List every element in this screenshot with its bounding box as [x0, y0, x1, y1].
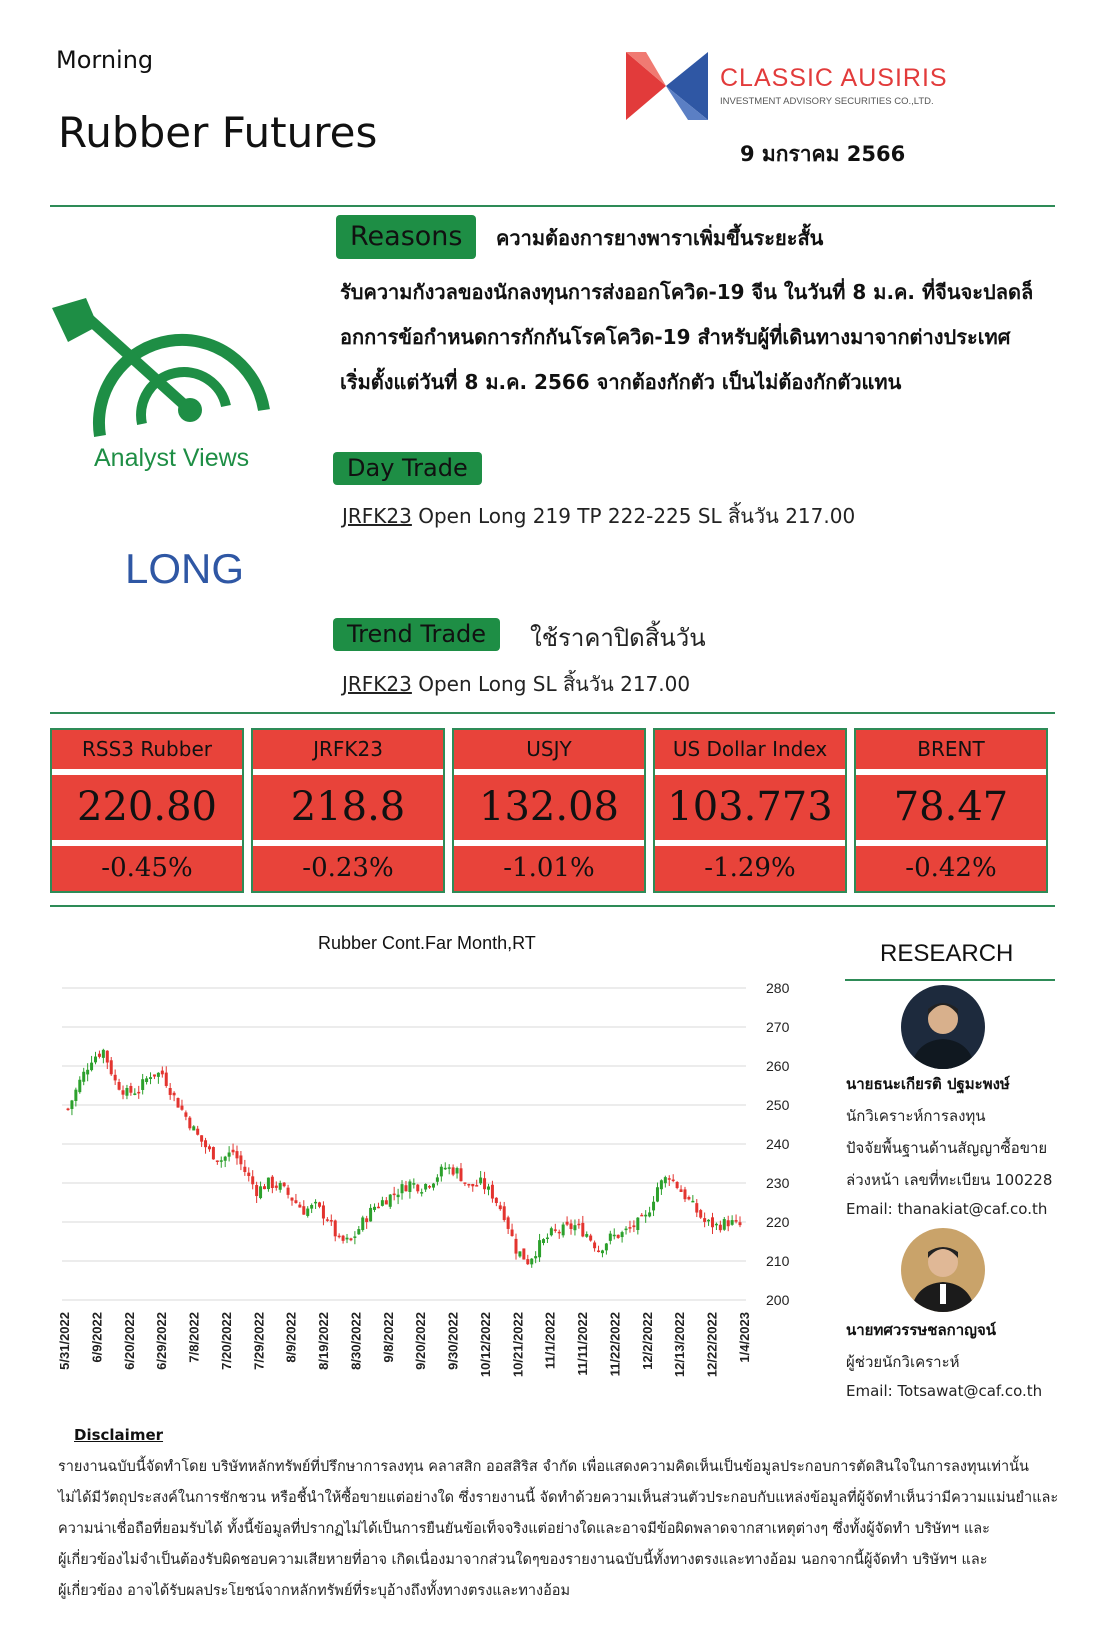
- day-trade-line: [342, 500, 855, 532]
- candle-body: [597, 1251, 600, 1253]
- candle-body: [507, 1217, 510, 1229]
- candle-body: [664, 1177, 667, 1183]
- candle-body: [114, 1075, 117, 1081]
- ticker-value: 220.80: [52, 775, 242, 840]
- candle-body: [660, 1180, 663, 1189]
- y-tick-label: 210: [766, 1253, 790, 1269]
- reasons-line: รับความกังวลของนักลงทุนการส่งออกโควิด-19 จีน ในวันที่ 8 ม.ค. ที่จีนจะปลดล็: [340, 280, 1034, 304]
- candle-body: [573, 1225, 576, 1230]
- analyst-2-avatar: [901, 1228, 985, 1312]
- candle-body: [448, 1167, 451, 1169]
- candle-body: [424, 1184, 427, 1190]
- candle-body: [687, 1197, 690, 1199]
- x-tick-label: 9/20/2022: [413, 1312, 429, 1370]
- y-tick-label: 280: [766, 980, 790, 996]
- x-tick-label: 5/31/2022: [57, 1312, 72, 1370]
- reasons-headline: ความต้องการยางพาราเพิ่มขึ้นระยะสั้น: [496, 226, 824, 250]
- candle-body: [581, 1223, 584, 1237]
- candle-body: [668, 1178, 671, 1180]
- analyst-1-avatar: [901, 985, 985, 1069]
- candle-body: [314, 1202, 317, 1204]
- candle-body: [554, 1229, 557, 1231]
- candle-body: [546, 1238, 549, 1240]
- stance-label: LONG: [125, 545, 245, 592]
- candle-body: [589, 1236, 592, 1241]
- divider: [845, 979, 1055, 981]
- candle-body: [393, 1194, 396, 1196]
- candle-body: [385, 1200, 388, 1204]
- day-trade-badge: Day Trade: [333, 452, 482, 485]
- candle-body: [86, 1070, 89, 1075]
- candle-body: [279, 1183, 282, 1190]
- x-tick-label: 12/22/2022: [704, 1312, 720, 1378]
- candle-body: [640, 1215, 643, 1217]
- ticker-value: 132.08: [454, 775, 644, 840]
- candle-body: [511, 1230, 514, 1236]
- candle-body: [200, 1135, 203, 1141]
- candle-body: [656, 1187, 659, 1201]
- analyst-1-name: นายธนะเกียรติ ปฐมะพงษ์: [846, 1075, 1010, 1093]
- candle-body: [585, 1234, 588, 1237]
- candle-body: [133, 1093, 136, 1095]
- candle-body: [452, 1167, 455, 1174]
- ticker-card: [50, 728, 244, 893]
- x-tick-label: 11/22/2022: [607, 1312, 623, 1377]
- candle-body: [676, 1182, 679, 1188]
- analyst-2-detail: ผู้ช่วยนักวิเคราะห์: [846, 1353, 960, 1371]
- disclaimer-line: รายงานฉบับนี้จัดทำโดย บริษัทหลักทรัพย์ที่ปรึกษาการลงทุน คลาสสิก ออสสิริส จำกัด เพื่อแสดงความคิดเห็นเป็นข้อมูลประกอบการตัดสินใจในการลงทุนเท่านั้น: [58, 1459, 1029, 1475]
- trend-trade-badge: Trend Trade: [333, 618, 500, 651]
- candle-body: [538, 1240, 541, 1257]
- candle-body: [723, 1219, 726, 1230]
- day-trade-text: Open Long 219 TP 222-225 SL สิ้นวัน 217.00: [418, 504, 856, 528]
- company-name: CLASSIC AUSIRIS: [720, 64, 948, 92]
- candle-body: [220, 1160, 223, 1162]
- candle-body: [196, 1129, 199, 1135]
- x-tick-label: 1/4/2023: [737, 1312, 752, 1363]
- candle-body: [82, 1072, 85, 1082]
- candle-body: [322, 1205, 325, 1218]
- x-tick-label: 7/29/2022: [251, 1312, 267, 1370]
- candle-body: [318, 1202, 321, 1206]
- candle-body: [149, 1077, 152, 1079]
- candle-body: [90, 1063, 93, 1070]
- candle-body: [609, 1234, 612, 1241]
- candle-body: [259, 1186, 262, 1198]
- candle-body: [444, 1168, 447, 1170]
- candle-body: [621, 1232, 624, 1237]
- candle-body: [192, 1126, 195, 1130]
- candle-body: [291, 1198, 294, 1201]
- x-tick-label: 6/20/2022: [121, 1312, 137, 1370]
- candle-body: [601, 1250, 604, 1253]
- x-tick-label: 9/8/2022: [380, 1312, 396, 1363]
- x-tick-label: 10/12/2022: [477, 1312, 493, 1378]
- candle-body: [342, 1236, 345, 1241]
- page-title: Rubber Futures: [58, 108, 378, 157]
- analyst-1-email: Email: thanakiat@caf.co.th: [846, 1200, 1048, 1218]
- candle-body: [180, 1106, 183, 1110]
- reasons-badge: Reasons: [336, 215, 476, 259]
- candle-body: [338, 1236, 341, 1238]
- candle-body: [397, 1195, 400, 1197]
- candle-body: [420, 1192, 423, 1194]
- candle-body: [558, 1232, 561, 1234]
- ticker-card: [854, 728, 1048, 893]
- trend-trade-text: Open Long SL สิ้นวัน 217.00: [418, 672, 691, 696]
- candle-body: [577, 1224, 580, 1226]
- candle-body: [228, 1153, 231, 1157]
- candle-body: [739, 1222, 742, 1225]
- x-tick-label: 9/30/2022: [445, 1312, 461, 1370]
- candle-body: [499, 1205, 502, 1209]
- candle-body: [271, 1177, 274, 1188]
- reasons-line: เริ่มตั้งแต่วันที่ 8 ม.ค. 2566 จากต้องกักตัว เป็นไม่ต้องกักตัวแทน: [340, 370, 902, 394]
- candle-body: [74, 1090, 77, 1101]
- candle-body: [408, 1181, 411, 1192]
- ticker-value: 78.47: [856, 775, 1046, 840]
- candle-body: [381, 1200, 384, 1206]
- candle-body: [404, 1185, 407, 1191]
- y-tick-label: 230: [766, 1175, 790, 1191]
- candle-body: [110, 1060, 113, 1074]
- candle-body: [456, 1168, 459, 1173]
- ticker-card: [653, 728, 847, 893]
- candle-body: [680, 1189, 683, 1192]
- ticker-value: 218.8: [253, 775, 443, 840]
- candle-body: [428, 1186, 431, 1188]
- candle-body: [334, 1220, 337, 1236]
- disclaimer-body: [58, 1452, 1068, 1607]
- candle-body: [369, 1208, 372, 1221]
- y-tick-label: 250: [766, 1097, 790, 1113]
- x-tick-label: 11/1/2022: [542, 1312, 558, 1370]
- candle-body: [719, 1225, 722, 1230]
- ticker-value: 103.773: [655, 775, 845, 840]
- candle-body: [735, 1220, 738, 1222]
- x-tick-label: 6/9/2022: [89, 1312, 105, 1363]
- candle-body: [173, 1093, 176, 1096]
- x-tick-label: 6/29/2022: [154, 1312, 170, 1370]
- ticker-cards: [50, 728, 1055, 893]
- divider: [50, 712, 1055, 714]
- x-tick-label: 12/2/2022: [639, 1312, 655, 1370]
- candle-body: [459, 1168, 462, 1181]
- candle-body: [212, 1147, 215, 1159]
- ticker-name: JRFK23: [253, 730, 443, 769]
- candle-body: [526, 1259, 529, 1264]
- analyst-1-detail: ล่วงหน้า เลขที่ทะเบียน 100228: [846, 1171, 1053, 1189]
- candle-body: [267, 1178, 270, 1189]
- candle-body: [550, 1228, 553, 1235]
- trend-trade-symbol: JRFK23: [342, 672, 412, 696]
- candle-body: [566, 1222, 569, 1225]
- candle-body: [436, 1177, 439, 1181]
- candle-body: [263, 1186, 266, 1189]
- candle-body: [235, 1151, 238, 1158]
- report-date: 9 มกราคม 2566: [740, 142, 906, 166]
- candle-body: [137, 1092, 140, 1094]
- candle-body: [98, 1054, 101, 1057]
- ticker-change: -1.01%: [454, 846, 644, 891]
- candle-body: [275, 1186, 278, 1188]
- candle-body: [432, 1184, 435, 1188]
- candle-body: [401, 1184, 404, 1193]
- candle-body: [204, 1140, 207, 1147]
- candle-body: [412, 1183, 415, 1185]
- candle-body: [302, 1206, 305, 1214]
- trend-trade-line: [342, 668, 690, 700]
- candle-body: [298, 1205, 301, 1208]
- candle-body: [503, 1206, 506, 1220]
- candle-body: [518, 1251, 521, 1256]
- candle-body: [255, 1185, 258, 1196]
- research-heading: RESEARCH: [880, 940, 1014, 967]
- ticker-change: -1.29%: [655, 846, 845, 891]
- candle-body: [346, 1238, 349, 1240]
- candle-body: [94, 1057, 97, 1063]
- candle-body: [287, 1188, 290, 1195]
- edition-label: Morning: [56, 46, 154, 74]
- candle-body: [145, 1078, 148, 1082]
- candle-body: [161, 1071, 164, 1075]
- disclaimer-line: ความน่าเชื่อถือที่ยอมรับได้ ทั้งนี้ข้อมูลที่ปรากฏไม่ได้เป็นการยืนยันข้อเท็จจริงแต่อย่างใดและอาจมีข้อผิดพลาดจากสาเหตุต่างๆ ซึ่งทั้งผู้จัดทำ บริษัทฯ และ: [58, 1521, 990, 1537]
- candle-body: [534, 1256, 537, 1258]
- candle-body: [177, 1098, 180, 1108]
- candle-body: [491, 1185, 494, 1199]
- y-tick-label: 260: [766, 1058, 790, 1074]
- candle-body: [522, 1248, 525, 1259]
- candle-body: [648, 1212, 651, 1216]
- y-tick-label: 240: [766, 1136, 790, 1152]
- ticker-name: USJY: [454, 730, 644, 769]
- candle-body: [707, 1220, 710, 1222]
- candle-body: [141, 1079, 144, 1090]
- x-tick-label: 7/20/2022: [218, 1312, 234, 1370]
- candle-body: [475, 1185, 478, 1187]
- candle-body: [644, 1215, 647, 1217]
- candle-body: [349, 1238, 352, 1240]
- analyst-2-name: นายทศวรรษชลกาญจน์: [846, 1321, 996, 1339]
- candle-body: [353, 1236, 356, 1238]
- candle-body: [294, 1200, 297, 1203]
- candle-body: [326, 1219, 329, 1221]
- candle-body: [243, 1167, 246, 1172]
- candle-body: [487, 1187, 490, 1190]
- candle-body: [224, 1157, 227, 1161]
- candle-body: [542, 1239, 545, 1243]
- ticker-card: [251, 728, 445, 893]
- reasons-line: อกการข้อกำหนดการกักกันโรคโควิด-19 สำหรับผู้ที่เดินทางมาจากต่างประเทศ: [340, 325, 1011, 349]
- candle-body: [416, 1185, 419, 1192]
- candle-body: [691, 1201, 694, 1203]
- candle-body: [306, 1209, 309, 1216]
- candle-body: [377, 1207, 380, 1209]
- analyst-2-email: Email: Totsawat@caf.co.th: [846, 1382, 1043, 1400]
- candle-body: [389, 1195, 392, 1207]
- candle-body: [310, 1205, 313, 1209]
- x-tick-label: 11/11/2022: [575, 1312, 591, 1376]
- x-tick-label: 8/9/2022: [283, 1312, 299, 1363]
- ticker-name: RSS3 Rubber: [52, 730, 242, 769]
- candle-body: [365, 1218, 368, 1222]
- candle-body: [483, 1178, 486, 1189]
- candle-body: [727, 1220, 730, 1226]
- candle-body: [605, 1244, 608, 1251]
- candle-body: [463, 1182, 466, 1184]
- disclaimer-line: ผู้เกี่ยวข้อง อาจได้รับผลประโยชน์จากหลักทรัพย์ที่ระบุอ้างถึงทั้งทางตรงและทางอ้อม: [58, 1583, 571, 1599]
- candle-body: [695, 1203, 698, 1212]
- candle-body: [617, 1235, 620, 1238]
- candle-body: [216, 1160, 219, 1162]
- trend-trade-note: ใช้ราคาปิดสิ้นวัน: [530, 624, 706, 652]
- candle-body: [683, 1189, 686, 1199]
- ticker-change: -0.42%: [856, 846, 1046, 891]
- candle-body: [703, 1218, 706, 1222]
- analyst-1-detail: ปัจจัยพื้นฐานด้านสัญญาซื้อขาย: [846, 1139, 1048, 1157]
- candle-body: [530, 1259, 533, 1265]
- candle-body: [652, 1202, 655, 1211]
- candle-body: [711, 1217, 714, 1227]
- candle-body: [208, 1146, 211, 1149]
- ticker-card: [452, 728, 646, 893]
- candle-body: [129, 1086, 132, 1093]
- chart-title: Rubber Cont.Far Month,RT: [318, 933, 536, 953]
- candle-body: [495, 1198, 498, 1203]
- ticker-change: -0.23%: [253, 846, 443, 891]
- candle-body: [184, 1112, 187, 1116]
- candle-body: [471, 1184, 474, 1186]
- divider: [50, 205, 1055, 207]
- candle-body: [440, 1167, 443, 1177]
- candle-body: [373, 1207, 376, 1210]
- y-tick-label: 200: [766, 1292, 790, 1308]
- disclaimer-line: ไม่ได้มีวัตถุประสงค์ในการชักชวน หรือชี้นำให้ซื้อขายแต่อย่างใด ซึ่งรายงานนี้ จัดทำด้วยความเห็นส่วนตัวประกอบกับแหล่งข้อมูลที่ผู้จัดทำเห็นว่ามีความแม่นยำและ: [58, 1490, 1059, 1506]
- candle-body: [479, 1178, 482, 1184]
- candle-body: [632, 1225, 635, 1227]
- y-tick-label: 220: [766, 1214, 790, 1230]
- y-tick-label: 270: [766, 1019, 790, 1035]
- candle-body: [515, 1239, 518, 1254]
- candle-body: [239, 1155, 242, 1164]
- candle-body: [625, 1229, 628, 1231]
- candle-body: [165, 1073, 168, 1086]
- x-tick-label: 10/21/2022: [510, 1312, 526, 1378]
- candle-body: [361, 1217, 364, 1230]
- candle-body: [613, 1235, 616, 1237]
- candle-body: [232, 1150, 235, 1153]
- candle-body: [157, 1073, 160, 1077]
- disclaimer-title: Disclaimer: [74, 1426, 164, 1444]
- candle-body: [467, 1184, 470, 1186]
- rubber-price-chart: [56, 960, 836, 1410]
- x-tick-label: 8/19/2022: [316, 1312, 332, 1370]
- candle-body: [731, 1220, 734, 1225]
- analyst-views-label: Analyst Views: [94, 444, 250, 472]
- reasons-body: [340, 270, 1100, 405]
- candle-body: [122, 1090, 125, 1094]
- candle-body: [593, 1242, 596, 1248]
- candle-body: [67, 1109, 70, 1111]
- divider: [50, 905, 1055, 907]
- candle-body: [118, 1082, 121, 1090]
- candle-body: [562, 1225, 565, 1236]
- candle-body: [169, 1088, 172, 1095]
- candle-body: [672, 1180, 675, 1182]
- candle-body: [78, 1080, 81, 1092]
- candle-body: [102, 1050, 105, 1058]
- candle-body: [357, 1229, 360, 1234]
- candle-body: [636, 1218, 639, 1230]
- x-tick-label: 7/8/2022: [186, 1312, 202, 1363]
- candle-body: [251, 1176, 254, 1184]
- candle-body: [628, 1227, 631, 1229]
- ticker-name: BRENT: [856, 730, 1046, 769]
- day-trade-symbol: JRFK23: [342, 504, 412, 528]
- candle-body: [570, 1223, 573, 1229]
- candle-body: [699, 1210, 702, 1218]
- company-subtitle: INVESTMENT ADVISORY SECURITIES CO.,LTD.: [720, 96, 934, 107]
- x-tick-label: 12/13/2022: [672, 1312, 688, 1378]
- x-tick-label: 8/30/2022: [348, 1312, 364, 1370]
- candle-body: [106, 1051, 109, 1063]
- ticker-change: -0.45%: [52, 846, 242, 891]
- ticker-name: US Dollar Index: [655, 730, 845, 769]
- candle-body: [70, 1100, 73, 1109]
- candle-body: [715, 1224, 718, 1226]
- disclaimer-line: ผู้เกี่ยวข้องไม่จำเป็นต้องรับผิดชอบความเสียหายที่อาจ เกิดเนื่องมาจากส่วนใดๆของรายงานฉบับนี้ทั้งทางตรงและทางอ้อม นอกจากนี้ผู้จัดทำ บริษัทฯ และ: [58, 1552, 988, 1568]
- candle-body: [247, 1173, 250, 1176]
- candle-body: [330, 1220, 333, 1222]
- candle-body: [153, 1074, 156, 1076]
- analyst-1-detail: นักวิเคราะห์การลงทุน: [846, 1107, 986, 1125]
- candle-body: [125, 1088, 128, 1096]
- candle-body: [283, 1183, 286, 1187]
- company-logo-icon: [626, 52, 708, 120]
- candle-body: [188, 1118, 191, 1129]
